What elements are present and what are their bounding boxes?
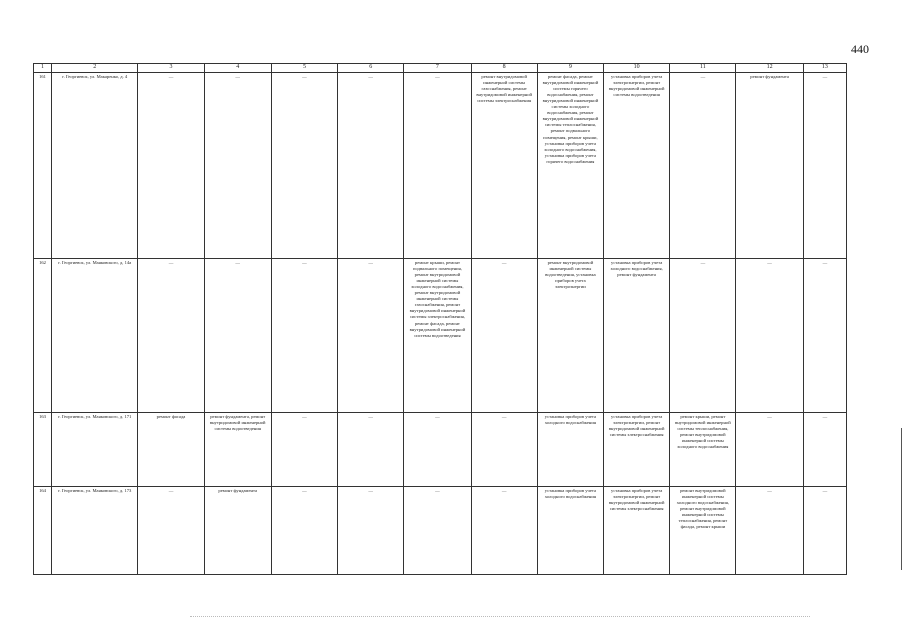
- cell-col5: —: [271, 258, 337, 412]
- cell-col12: —: [736, 486, 803, 574]
- column-number-row: [34, 64, 847, 73]
- cell-col9: установка приборов учета холодного водоснабжения: [537, 412, 603, 486]
- table-row: [34, 72, 847, 258]
- cell-col9: ремонт внутридомовой инженерной системы водоотведения, установка приборов учета электроэнергии: [537, 258, 603, 412]
- cell-col11: —: [670, 258, 736, 412]
- page-number: 440: [851, 42, 869, 56]
- cell-col13: —: [803, 486, 846, 574]
- col-header-3: 3: [138, 64, 204, 73]
- cell-col10: установка приборов учета электроэнергии, ремонт внутридомовой инженерной системы электроснабжения: [604, 486, 670, 574]
- col-header-9: 9: [537, 64, 603, 73]
- col-header-7: 7: [404, 64, 471, 73]
- table-row: [34, 258, 847, 412]
- row-number: 164: [34, 486, 52, 574]
- cell-col8: —: [471, 486, 537, 574]
- cell-col10: установка приборов учета электроэнергии, ремонт внутридомовой инженерной системы электроснабжения: [604, 412, 670, 486]
- col-header-11: 11: [670, 64, 736, 73]
- cell-col12: —: [736, 412, 803, 486]
- cell-col12: ремонт фундамента: [736, 72, 803, 258]
- cell-col4: —: [204, 258, 271, 412]
- cell-col13: —: [803, 258, 846, 412]
- scan-artifact-line: [190, 616, 810, 618]
- cell-col10: установка приборов учета холодного водоснабжения, ремонт фундамента: [604, 258, 670, 412]
- row-address: г. Георгиевск, ул. Маяковского, д. 173: [52, 486, 138, 574]
- cell-col4: —: [204, 72, 271, 258]
- cell-col3: —: [138, 72, 204, 258]
- cell-col6: —: [338, 486, 404, 574]
- row-address: г. Георгиевск, ул. Макаренко, д. 4: [52, 72, 138, 258]
- row-number: 163: [34, 412, 52, 486]
- cell-col4: ремонт фундамента, ремонт внутридомовой инженерной системы водоотведения: [204, 412, 271, 486]
- cell-col3: —: [138, 486, 204, 574]
- cell-col3: ремонт фасада: [138, 412, 204, 486]
- row-number: 161: [34, 72, 52, 258]
- row-number: 162: [34, 258, 52, 412]
- table-row: [34, 486, 847, 574]
- cell-col7: —: [404, 412, 471, 486]
- col-header-8: 8: [471, 64, 537, 73]
- cell-col8: —: [471, 258, 537, 412]
- col-header-2: 2: [52, 64, 138, 73]
- col-header-13: 13: [803, 64, 846, 73]
- cell-col7: —: [404, 72, 471, 258]
- cell-col7: —: [404, 486, 471, 574]
- cell-col9: ремонт фасада, ремонт внутридомовой инженерной системы горячего водоснабжения, ремонт внутридомовой инженерной системы холодного водоснабжения, ремонт внутридомовой инженерной системы теплоснабжения, ремонт подвального помещения, ремонт крыши, установка приборов учета холодного водоснабжения, установка приборов учета горячего водоснабжения: [537, 72, 603, 258]
- cell-col13: —: [803, 412, 846, 486]
- cell-col11: ремонт крыши, ремонт внутридомовой инженерной системы теплоснабжения, ремонт внутридомовой инженерной системы холодного водоснабжения: [670, 412, 736, 486]
- cell-col13: —: [803, 72, 846, 258]
- cell-col6: —: [338, 72, 404, 258]
- cell-col8: —: [471, 412, 537, 486]
- cell-col3: —: [138, 258, 204, 412]
- col-header-12: 12: [736, 64, 803, 73]
- cell-col4: ремонт фундамента: [204, 486, 271, 574]
- row-address: г. Георгиевск, ул. Маяковского, д. 171: [52, 412, 138, 486]
- col-header-1: 1: [34, 64, 52, 73]
- cell-col5: —: [271, 486, 337, 574]
- table-row: [34, 412, 847, 486]
- cell-col6: —: [338, 258, 404, 412]
- cell-col9: установка приборов учета холодного водоснабжения: [537, 486, 603, 574]
- col-header-4: 4: [204, 64, 271, 73]
- cell-col5: —: [271, 72, 337, 258]
- cell-col8: ремонт внутридомовой инженерной системы газоснабжения, ремонт внутридомовой инженерной системы электроснабжения: [471, 72, 537, 258]
- cell-col7: ремонт крыши, ремонт подвального помещения, ремонт внутридомовой инженерной системы холодного водоснабжения, ремонт внутридомовой инженерной системы газоснабжения, ремонт внутридомовой инженерной системы электроснабжения, ремонт фасада, ремонт внутридомовой инженерной системы водоотведения: [404, 258, 471, 412]
- cell-col6: —: [338, 412, 404, 486]
- cell-col11: ремонт внутридомовой инженерной системы холодного водоснабжения, ремонт внутридомовой инженерной системы теплоснабжения, ремонт фасада, ремонт крыши: [670, 486, 736, 574]
- cell-col10: установка приборов учета электроэнергии, ремонт внутридомовой инженерной системы водоотведения: [604, 72, 670, 258]
- cell-col11: —: [670, 72, 736, 258]
- col-header-5: 5: [271, 64, 337, 73]
- repair-schedule-table: [33, 63, 847, 575]
- row-address: г. Георгиевск, ул. Маяковского, д. 14а: [52, 258, 138, 412]
- margin-rule: [901, 428, 902, 570]
- cell-col12: —: [736, 258, 803, 412]
- col-header-6: 6: [338, 64, 404, 73]
- col-header-10: 10: [604, 64, 670, 73]
- cell-col5: —: [271, 412, 337, 486]
